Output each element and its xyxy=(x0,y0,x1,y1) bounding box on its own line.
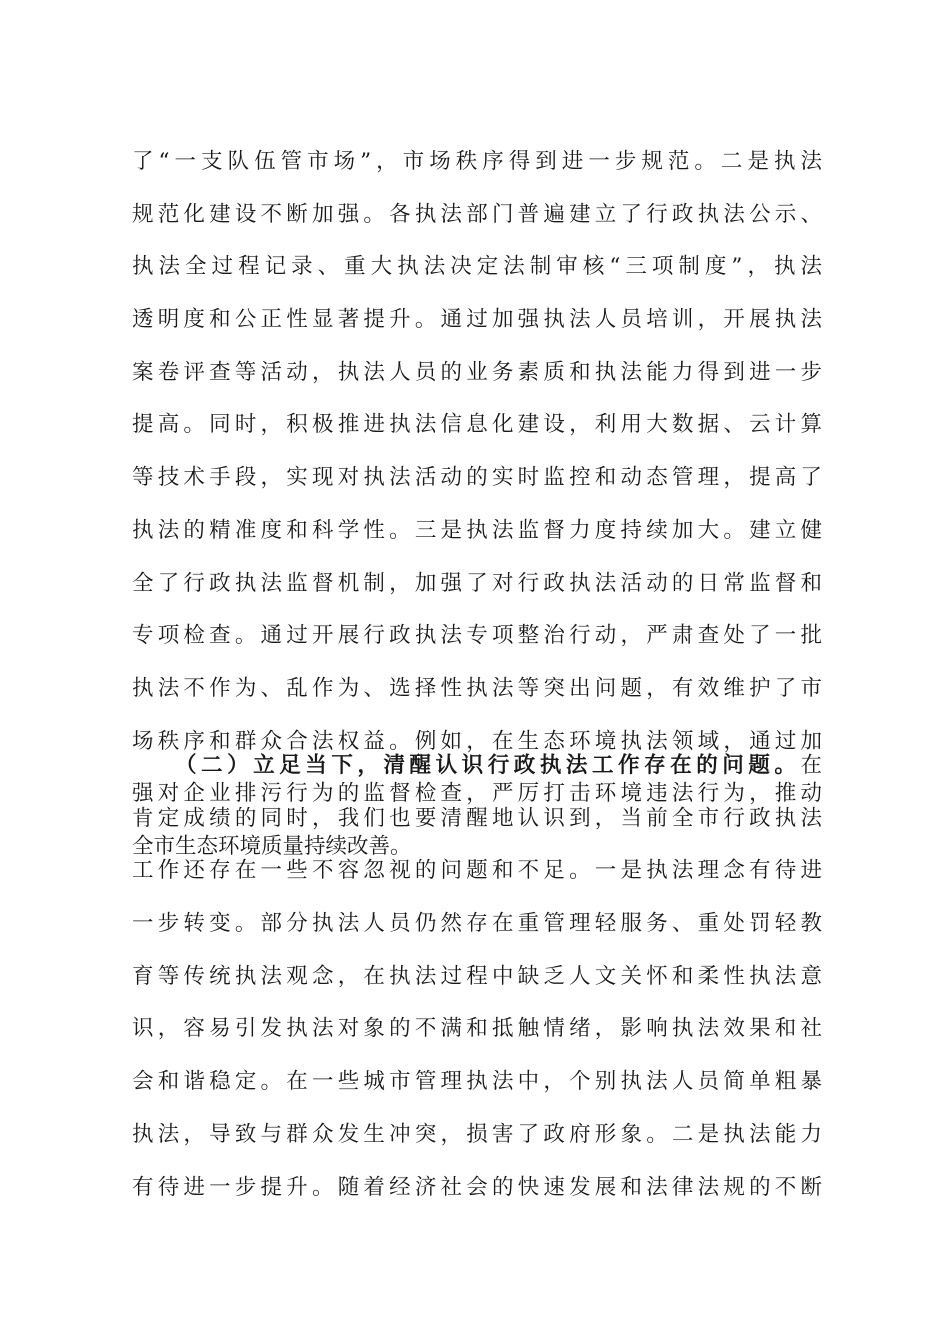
body-paragraph-2 xyxy=(132,740,822,1214)
text-line: 有待进一步提升。随着经济社会的快速发展和法律法规的不断 xyxy=(132,1174,822,1200)
text-line: 肯定成绩的同时，我们也要清醒地认识到，当前全市行政执法 xyxy=(132,805,822,831)
text-line: 全了行政执法监督机制，加强了对行政执法活动的日常监督和 xyxy=(132,570,822,596)
text-line: 会和谐稳定。在一些城市管理执法中，个别执法人员简单粗暴 xyxy=(132,1069,822,1095)
text-line: 全市生态环境质量持续改善。 xyxy=(132,833,412,859)
text-line: 执法全过程记录、重大执法决定法制审核“三项制度”，执法 xyxy=(132,254,822,280)
text-line: 执法，导致与群众发生冲突，损害了政府形象。二是执法能力 xyxy=(132,1121,822,1147)
text-line: 了“一支队伍管市场”，市场秩序得到进一步规范。二是执法 xyxy=(132,149,822,174)
text-line: 识，容易引发执法对象的不满和抵触情绪，影响执法效果和社 xyxy=(132,1016,822,1042)
text-line: 一步转变。部分执法人员仍然存在重管理轻服务、重处罚轻教 xyxy=(132,911,822,937)
text-line: 工作还存在一些不容忽视的问题和不足。一是执法理念有待进 xyxy=(132,858,822,884)
section-heading-line xyxy=(132,740,822,793)
text-line: 场秩序和群众合法权益。例如，在生态环境执法领域，通过加 xyxy=(132,728,822,754)
text-line: 育等传统执法观念，在执法过程中缺乏人文关怀和柔性执法意 xyxy=(132,963,822,989)
text-line: 等技术手段，实现对执法活动的实时监控和动态管理，提高了 xyxy=(132,465,822,491)
heading-line-tail: 在 xyxy=(800,753,822,778)
text-line: 提高。同时，积极推进执法信息化建设，利用大数据、云计算 xyxy=(132,412,822,438)
text-line: 执法的精准度和科学性。三是执法监督力度持续加大。建立健 xyxy=(132,517,822,543)
text-line: 透明度和公正性显著提升。通过加强执法人员培训，开展执法 xyxy=(132,307,822,333)
text-line: 专项检查。通过开展行政执法专项整治行动，严肃查处了一批 xyxy=(132,623,822,649)
text-line: 强对企业排污行为的监督检查，严厉打击环境违法行为，推动 xyxy=(132,781,822,807)
text-line: 案卷评查等活动，执法人员的业务素质和执法能力得到进一步 xyxy=(132,359,822,385)
text-line: 执法不作为、乱作为、选择性执法等突出问题，有效维护了市 xyxy=(132,675,822,701)
section-heading: （二）立足当下，清醒认识行政执法工作存在的问题。 xyxy=(175,753,801,778)
text-line: 规范化建设不断加强。各执法部门普遍建立了行政执法公示、 xyxy=(132,201,822,227)
